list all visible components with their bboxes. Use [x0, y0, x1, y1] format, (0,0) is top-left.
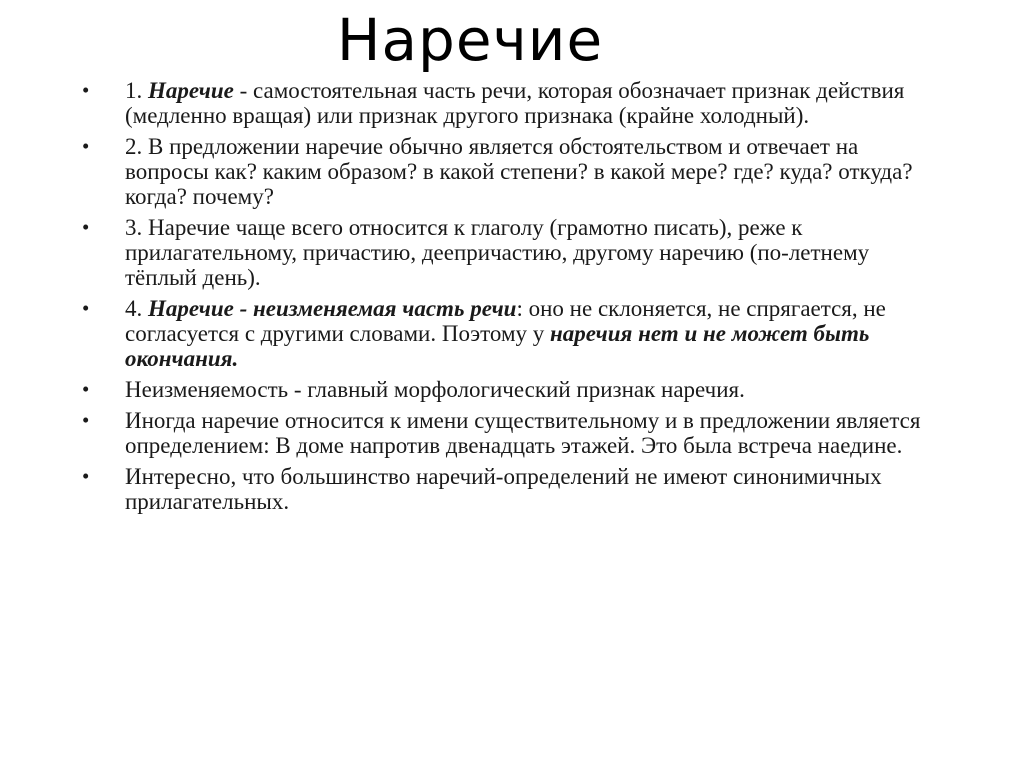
bullet-text-run: : оно не склоняется, не спрягается, не согласуется с другими словами. Поэтому у [125, 296, 886, 346]
bullet-text [125, 78, 904, 128]
bullet-text-run: 2. В предложении наречие обычно является обстоятельством и отвечает на вопросы как? каким образом? в какой степени? в какой мере? где? куда? откуда? когда? почему? [125, 134, 913, 209]
bullet-text [125, 377, 745, 402]
bullet-item [82, 408, 942, 458]
bullet-item [82, 464, 942, 514]
bullet-glyph: • [82, 464, 90, 488]
bullet-text-run: - самостоятельная часть речи, которая обозначает признак действия (медленно вращая) или признак другого признака (крайне холодный). [125, 78, 905, 128]
bullet-glyph: • [82, 408, 90, 432]
bullet-emphasis: наречия нет и не может быть окончания. [125, 321, 870, 371]
bullet-text-run: 1. [125, 78, 148, 103]
bullet-item [82, 134, 942, 209]
bullet-text [125, 134, 913, 209]
bullet-glyph: • [82, 215, 90, 239]
bullet-glyph: • [82, 78, 90, 102]
bullet-item [82, 296, 942, 371]
slide-title: Наречие [336, 6, 604, 74]
bullet-item [82, 78, 942, 128]
bullet-emphasis: Наречие - неизменяемая часть речи [148, 296, 517, 321]
bullet-text [125, 408, 920, 458]
bullet-text [125, 296, 886, 371]
bullet-list [82, 78, 942, 520]
bullet-glyph: • [82, 377, 90, 401]
bullet-text [125, 215, 869, 290]
bullet-text-run: Иногда наречие относится к имени существительному и в предложении является определением: В доме напротив двенадцать этажей. Это была встреча наедине. [125, 408, 921, 458]
bullet-glyph: • [82, 134, 90, 158]
bullet-item [82, 377, 942, 402]
bullet-text-run: Интересно, что большинство наречий-определений не имеют синонимичных прилагательных. [125, 464, 882, 514]
bullet-text-run: 3. Наречие чаще всего относится к глаголу (грамотно писать), реже к прилагательному, причастию, деепричастию, другому наречию (по-летнему тёплый день). [125, 215, 870, 290]
bullet-text-run: 4. [125, 296, 148, 321]
bullet-glyph: • [82, 296, 90, 320]
bullet-item [82, 215, 942, 290]
bullet-text-run: Неизменяемость - главный морфологический признак наречия. [125, 377, 745, 402]
bullet-text [125, 464, 882, 514]
bullet-emphasis: Наречие [148, 78, 234, 103]
